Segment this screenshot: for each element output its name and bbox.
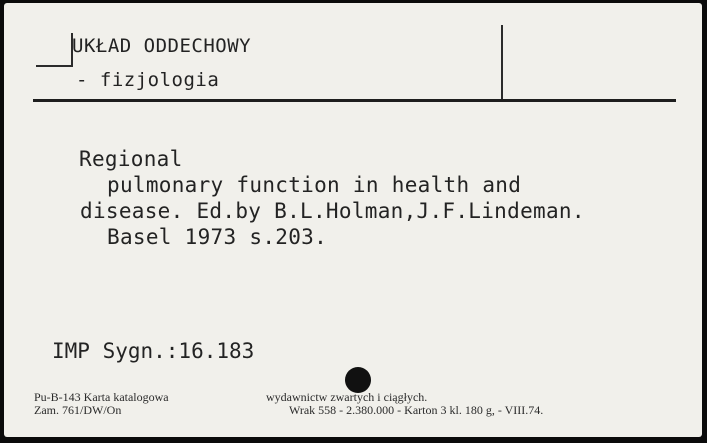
footer-line-2-right: Wrak 558 - 2.380.000 - Karton 3 kl. 180 g, - VIII.74. [289,403,544,417]
header-right-divider [501,25,503,101]
footer-line-1-right: wydawnictw zwartych i ciągłych. [266,390,428,404]
header-rule [33,99,676,102]
call-number: IMP Sygn.:16.183 [52,339,255,363]
footer-line-2-left: Zam. 761/DW/On [34,403,122,417]
entry-line-4: Basel 1973 s.203. [107,225,328,249]
subject-subheading: - fizjologia [76,69,220,91]
entry-line-2: pulmonary function in health and [107,173,522,197]
entry-line-3: disease. Ed.by B.L.Holman,J.F.Lindeman. [80,199,585,223]
catalog-card [4,3,702,437]
subject-heading: UKŁAD ODDECHOWY [72,35,252,57]
header-corner-line [36,65,72,67]
entry-line-1: Regional [79,147,183,171]
footer-line-1-left: Pu-B-143 Karta katalogowa [34,390,169,404]
